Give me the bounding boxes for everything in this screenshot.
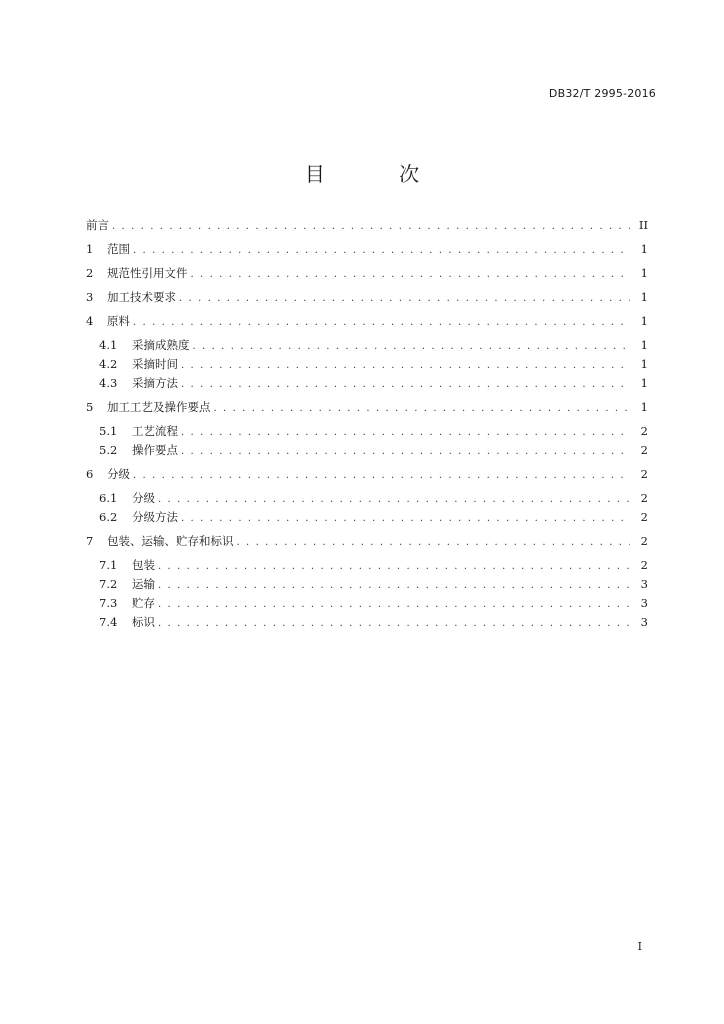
toc-entry-page: 1 — [640, 376, 648, 390]
toc-dot-leader — [181, 427, 630, 438]
toc-entry-label: 运输 — [132, 577, 155, 591]
toc-entry[interactable] — [86, 356, 648, 375]
toc-entry[interactable] — [86, 557, 648, 576]
toc-dot-leader — [158, 561, 630, 572]
toc-dot-leader — [193, 341, 631, 352]
toc-entry-page: 1 — [640, 314, 648, 328]
toc-dot-leader — [179, 293, 630, 304]
toc-entry-label: 加工技术要求 — [107, 290, 176, 304]
toc-entry-label: 原料 — [107, 314, 130, 328]
toc-entry-number: 5 — [86, 400, 94, 414]
toc-dot-leader — [181, 446, 630, 457]
toc-entry[interactable] — [86, 337, 648, 356]
toc-entry[interactable] — [86, 614, 648, 633]
toc-dot-leader — [237, 537, 631, 548]
toc-entry-number: 7 — [86, 534, 94, 548]
toc-entry-number: 3 — [86, 290, 94, 304]
toc-entry-page: 2 — [640, 510, 648, 524]
toc-entry-label: 贮存 — [132, 596, 155, 610]
toc-dot-leader — [133, 470, 630, 481]
toc-entry-page: 2 — [640, 467, 648, 481]
toc-entry-label: 操作要点 — [132, 443, 178, 457]
toc-dot-leader — [158, 618, 630, 629]
toc-entry[interactable] — [86, 399, 648, 423]
toc-entry-label: 采摘成熟度 — [132, 338, 190, 352]
toc-entry-number: 6.1 — [99, 491, 118, 505]
toc-entry-page: 1 — [640, 290, 648, 304]
toc-entry-label: 标识 — [132, 615, 155, 629]
toc-entry-label: 范围 — [107, 242, 130, 256]
toc-entry-label: 工艺流程 — [132, 424, 178, 438]
toc-dot-leader — [133, 245, 630, 256]
toc-entry-page: 1 — [640, 400, 648, 414]
toc-entry-page: 1 — [640, 266, 648, 280]
toc-entry-page: 3 — [640, 596, 648, 610]
toc-entry-number: 5.2 — [99, 443, 118, 457]
toc-entry[interactable] — [86, 533, 648, 557]
toc-entry-number: 7.2 — [99, 577, 118, 591]
toc-dot-leader — [181, 379, 630, 390]
toc-entry-number: 6 — [86, 467, 94, 481]
toc-dot-leader — [158, 494, 630, 505]
toc-entry-label: 采摘时间 — [132, 357, 178, 371]
toc-entry-label: 分级方法 — [132, 510, 178, 524]
toc-entry-number: 4 — [86, 314, 94, 328]
page-number: I — [637, 940, 642, 953]
toc-dot-leader — [112, 221, 630, 232]
document-code: DB32/T 2995-2016 — [548, 87, 656, 100]
toc-entry[interactable] — [86, 423, 648, 442]
toc-entry-label: 前言 — [86, 218, 109, 232]
toc-entry-label: 分级 — [107, 467, 130, 481]
toc-entry-label: 加工工艺及操作要点 — [107, 400, 211, 414]
toc-entry[interactable] — [86, 466, 648, 490]
toc-entry-number: 2 — [86, 266, 94, 280]
toc-entry-page: 2 — [640, 558, 648, 572]
toc-entry-label: 采摘方法 — [132, 376, 178, 390]
toc-dot-leader — [214, 403, 631, 414]
toc-entry[interactable] — [86, 217, 648, 241]
toc-entry-number: 4.1 — [99, 338, 118, 352]
toc-entry-page: 1 — [640, 357, 648, 371]
toc-entry-page: II — [638, 218, 648, 232]
toc-dot-leader — [133, 317, 630, 328]
toc-dot-leader — [158, 599, 630, 610]
toc-entry-number: 4.2 — [99, 357, 118, 371]
toc-title: 目 次 — [304, 162, 454, 186]
toc-dot-leader — [158, 580, 630, 591]
toc-entry-label: 包装 — [132, 558, 155, 572]
toc-entry-page: 2 — [640, 443, 648, 457]
toc-entry-page: 2 — [640, 424, 648, 438]
toc-entry[interactable] — [86, 442, 648, 466]
toc-entry[interactable] — [86, 576, 648, 595]
toc-entry-page: 1 — [640, 242, 648, 256]
toc-entry[interactable] — [86, 265, 648, 289]
toc-entry[interactable] — [86, 313, 648, 337]
toc-entry[interactable] — [86, 241, 648, 265]
toc-entry[interactable] — [86, 289, 648, 313]
toc-entry-number: 7.3 — [99, 596, 118, 610]
toc-entry-page: 2 — [640, 534, 648, 548]
toc-entry-number: 4.3 — [99, 376, 118, 390]
toc-entry-label: 分级 — [132, 491, 155, 505]
toc-entry[interactable] — [86, 509, 648, 533]
toc-entry-number: 7.1 — [99, 558, 118, 572]
toc-entry-label: 规范性引用文件 — [107, 266, 188, 280]
toc-entry-label: 包装、运输、贮存和标识 — [107, 534, 234, 548]
toc-entry-page: 3 — [640, 577, 648, 591]
toc-dot-leader — [191, 269, 631, 280]
toc-dot-leader — [181, 360, 630, 371]
table-of-contents — [86, 217, 648, 633]
toc-entry-number: 1 — [86, 242, 94, 256]
toc-entry[interactable] — [86, 490, 648, 509]
toc-entry[interactable] — [86, 375, 648, 399]
toc-dot-leader — [181, 513, 630, 524]
toc-entry-number: 5.1 — [99, 424, 118, 438]
toc-entry-page: 1 — [640, 338, 648, 352]
toc-entry-number: 6.2 — [99, 510, 118, 524]
toc-entry[interactable] — [86, 595, 648, 614]
toc-entry-number: 7.4 — [99, 615, 118, 629]
toc-entry-page: 3 — [640, 615, 648, 629]
toc-entry-page: 2 — [640, 491, 648, 505]
